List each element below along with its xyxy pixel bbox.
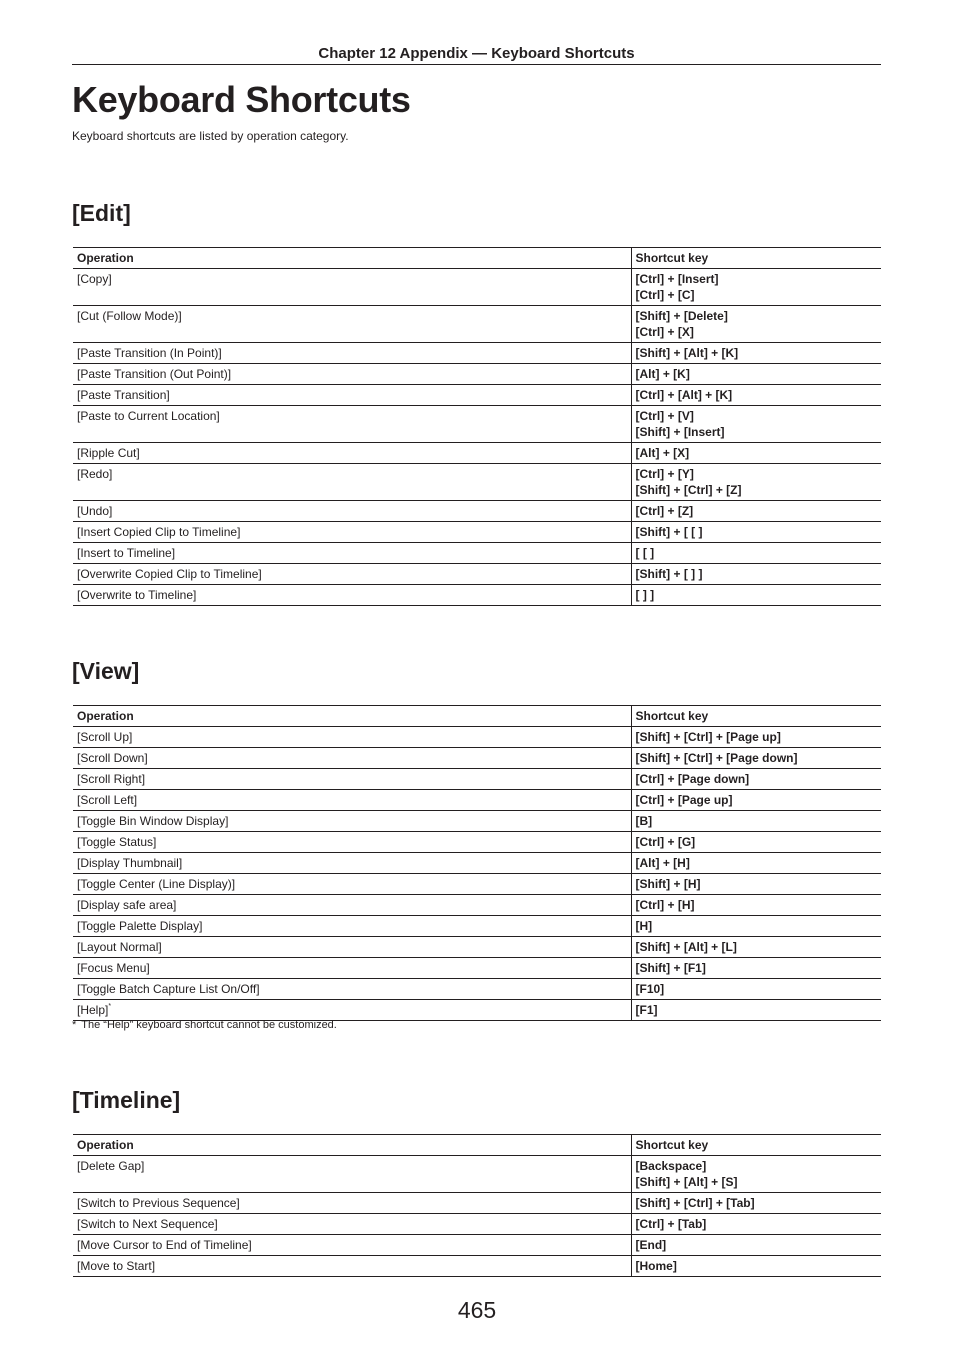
- shortcut-cell: [631, 916, 881, 937]
- operation-cell: [73, 748, 631, 769]
- shortcut-cell: [631, 874, 881, 895]
- operation-cell: [73, 269, 631, 306]
- section-title-timeline: [Timeline]: [72, 1087, 181, 1113]
- shortcut-cell: [631, 1214, 881, 1235]
- table-row: [73, 585, 881, 606]
- shortcut-cell: [631, 748, 881, 769]
- table-row: [73, 543, 881, 564]
- shortcut-key: [Shift] + [Delete]: [635, 309, 728, 323]
- shortcut-key: [ [ ]: [635, 546, 655, 560]
- operation-cell: [73, 874, 631, 895]
- shortcut-cell: [631, 769, 881, 790]
- operation-name: [Insert Copied Clip to Timeline]: [77, 525, 241, 539]
- shortcut-key: [Ctrl] + [C]: [635, 288, 695, 302]
- shortcut-cell: [631, 306, 881, 343]
- table-row: [73, 1256, 881, 1277]
- operation-cell: [73, 790, 631, 811]
- operation-cell: [73, 958, 631, 979]
- shortcut-cell: [631, 811, 881, 832]
- operation-name: [Toggle Status]: [77, 835, 157, 849]
- operation-cell: [73, 1156, 631, 1193]
- operation-cell: [73, 385, 631, 406]
- operation-cell: [73, 1193, 631, 1214]
- shortcut-key: [Ctrl] + [Page up]: [635, 793, 733, 807]
- shortcut-cell: [631, 1235, 881, 1256]
- column-header-operation: Operation: [73, 248, 631, 269]
- table-row: [73, 832, 881, 853]
- shortcut-cell: [631, 522, 881, 543]
- shortcut-key: [Ctrl] + [G]: [635, 835, 696, 849]
- operation-name: [Display Thumbnail]: [77, 856, 183, 870]
- table-row: [73, 1156, 881, 1193]
- table-row: [73, 564, 881, 585]
- shortcut-key: [Alt] + [X]: [635, 446, 690, 460]
- footnote-text: The “Help” keyboard shortcut cannot be customized.: [81, 1019, 337, 1031]
- shortcut-key: [Ctrl] + [Page down]: [635, 772, 750, 786]
- operation-cell: [73, 1214, 631, 1235]
- operation-cell: [73, 979, 631, 1000]
- operation-name: [Help]: [77, 1003, 109, 1017]
- table-header-row: [73, 1135, 881, 1156]
- shortcut-cell: [631, 501, 881, 522]
- intro-text: Keyboard shortcuts are listed by operation category.: [72, 129, 349, 143]
- page-number: 465: [457, 1297, 497, 1323]
- operation-cell: [73, 916, 631, 937]
- table-row: [73, 385, 881, 406]
- operation-name: [Redo]: [77, 467, 113, 481]
- table-row: [73, 1235, 881, 1256]
- table-row: [73, 979, 881, 1000]
- shortcut-cell: [631, 895, 881, 916]
- table-row: [73, 501, 881, 522]
- shortcut-key: [F10]: [635, 982, 665, 996]
- shortcut-key: [Shift] + [Alt] + [L]: [635, 940, 737, 954]
- operation-cell: [73, 895, 631, 916]
- column-header-operation: Operation: [73, 706, 631, 727]
- operation-cell: [73, 585, 631, 606]
- shortcut-key: [Shift] + [Ctrl] + [Tab]: [635, 1196, 755, 1210]
- operation-name: [Paste Transition (Out Point)]: [77, 367, 232, 381]
- shortcut-key: [Ctrl] + [X]: [635, 325, 694, 339]
- table-row: [73, 1193, 881, 1214]
- table-row: [73, 343, 881, 364]
- shortcut-key: [Ctrl] + [Insert]: [635, 272, 719, 286]
- view-shortcuts-table: [73, 705, 881, 1021]
- shortcut-cell: [631, 443, 881, 464]
- operation-cell: [73, 543, 631, 564]
- edit-shortcuts-table: [73, 247, 881, 606]
- table-row: [73, 748, 881, 769]
- operation-name: [Layout Normal]: [77, 940, 162, 954]
- table-row: [73, 364, 881, 385]
- table-row: [73, 443, 881, 464]
- shortcut-cell: [631, 1000, 881, 1021]
- shortcut-cell: [631, 385, 881, 406]
- shortcut-key: [F1]: [635, 1003, 658, 1017]
- shortcut-key: [Ctrl] + [Z]: [635, 504, 694, 518]
- operation-name: [Scroll Right]: [77, 772, 146, 786]
- operation-name: [Move Cursor to End of Timeline]: [77, 1238, 252, 1252]
- operation-cell: [73, 443, 631, 464]
- shortcut-key: [Shift] + [Alt] + [S]: [635, 1175, 738, 1189]
- shortcut-key: [Shift] + [Ctrl] + [Page up]: [635, 730, 781, 744]
- table-header-row: [73, 706, 881, 727]
- shortcut-cell: [631, 1256, 881, 1277]
- shortcut-cell: [631, 727, 881, 748]
- shortcut-cell: [631, 958, 881, 979]
- column-header-shortcut: Shortcut key: [631, 706, 881, 727]
- section-title-edit: [Edit]: [72, 200, 131, 226]
- shortcut-key: [Alt] + [K]: [635, 367, 690, 381]
- table-row: [73, 811, 881, 832]
- shortcut-key: [Ctrl] + [Tab]: [635, 1217, 707, 1231]
- shortcut-cell: [631, 853, 881, 874]
- operation-name: [Undo]: [77, 504, 113, 518]
- shortcut-cell: [631, 464, 881, 501]
- shortcut-cell: [631, 1193, 881, 1214]
- shortcut-cell: [631, 790, 881, 811]
- shortcut-key: [Shift] + [ ] ]: [635, 567, 703, 581]
- operation-name: [Toggle Batch Capture List On/Off]: [77, 982, 260, 996]
- column-header-shortcut: Shortcut key: [631, 1135, 881, 1156]
- operation-name: [Insert to Timeline]: [77, 546, 176, 560]
- operation-name: [Paste to Current Location]: [77, 409, 220, 423]
- operation-cell: [73, 727, 631, 748]
- operation-name: [Copy]: [77, 272, 112, 286]
- table-row: [73, 306, 881, 343]
- shortcut-cell: [631, 543, 881, 564]
- operation-cell: [73, 1256, 631, 1277]
- operation-name: [Overwrite Copied Clip to Timeline]: [77, 567, 262, 581]
- operation-name: [Cut (Follow Mode)]: [77, 309, 182, 323]
- table-row: [73, 464, 881, 501]
- table-row: [73, 1214, 881, 1235]
- operation-cell: [73, 769, 631, 790]
- operation-cell: [73, 811, 631, 832]
- shortcut-key: [End]: [635, 1238, 667, 1252]
- shortcut-key: [H]: [635, 919, 653, 933]
- shortcut-key: [Shift] + [Alt] + [K]: [635, 346, 739, 360]
- operation-cell: [73, 853, 631, 874]
- table-row: [73, 769, 881, 790]
- table-row: [73, 727, 881, 748]
- shortcut-cell: [631, 585, 881, 606]
- operation-cell: [73, 306, 631, 343]
- operation-name: [Paste Transition (In Point)]: [77, 346, 222, 360]
- shortcut-key: [Shift] + [Ctrl] + [Page down]: [635, 751, 798, 765]
- operation-name: [Ripple Cut]: [77, 446, 140, 460]
- table-row: [73, 522, 881, 543]
- table-row: [73, 853, 881, 874]
- operation-name: [Toggle Palette Display]: [77, 919, 203, 933]
- table-row: [73, 269, 881, 306]
- shortcut-key: [Ctrl] + [V]: [635, 409, 694, 423]
- shortcut-cell: [631, 564, 881, 585]
- operation-cell: [73, 522, 631, 543]
- operation-name: [Toggle Center (Line Display)]: [77, 877, 236, 891]
- operation-cell: [73, 937, 631, 958]
- operation-name: [Focus Menu]: [77, 961, 150, 975]
- shortcut-cell: [631, 343, 881, 364]
- table-row: [73, 406, 881, 443]
- column-header-operation: Operation: [73, 1135, 631, 1156]
- shortcut-cell: [631, 1156, 881, 1193]
- footnote: [72, 1018, 337, 1033]
- shortcut-key: [B]: [635, 814, 653, 828]
- operation-name: [Overwrite to Timeline]: [77, 588, 197, 602]
- operation-name: [Toggle Bin Window Display]: [77, 814, 229, 828]
- operation-name: [Move to Start]: [77, 1259, 156, 1273]
- column-header-shortcut: Shortcut key: [631, 248, 881, 269]
- operation-cell: [73, 464, 631, 501]
- footnote-reference: *: [108, 1003, 112, 1010]
- shortcut-key: [Shift] + [ [ ]: [635, 525, 703, 539]
- operation-cell: [73, 343, 631, 364]
- operation-cell: [73, 501, 631, 522]
- shortcut-key: [Ctrl] + [H]: [635, 898, 695, 912]
- operation-name: [Scroll Up]: [77, 730, 133, 744]
- table-row: [73, 790, 881, 811]
- shortcut-key: [Ctrl] + [Y]: [635, 467, 694, 481]
- table-row: [73, 937, 881, 958]
- shortcut-cell: [631, 979, 881, 1000]
- operation-name: [Scroll Down]: [77, 751, 148, 765]
- table-row: [73, 916, 881, 937]
- table-row: [73, 895, 881, 916]
- shortcut-key: [Shift] + [H]: [635, 877, 701, 891]
- shortcut-key: [Home]: [635, 1259, 677, 1273]
- operation-name: [Switch to Previous Sequence]: [77, 1196, 240, 1210]
- operation-name: [Scroll Left]: [77, 793, 138, 807]
- operation-cell: [73, 832, 631, 853]
- shortcut-cell: [631, 269, 881, 306]
- table-row: [73, 958, 881, 979]
- table-header-row: [73, 248, 881, 269]
- shortcut-cell: [631, 832, 881, 853]
- shortcut-key: [Alt] + [H]: [635, 856, 690, 870]
- operation-name: [Display safe area]: [77, 898, 177, 912]
- operation-name: [Delete Gap]: [77, 1159, 145, 1173]
- section-title-view: [View]: [72, 658, 140, 684]
- page-title: Keyboard Shortcuts: [72, 79, 411, 120]
- shortcut-key: [Shift] + [F1]: [635, 961, 706, 975]
- shortcut-key: [ ] ]: [635, 588, 655, 602]
- footnote-mark: *: [72, 1019, 77, 1031]
- operation-name: [Paste Transition]: [77, 388, 170, 402]
- shortcut-key: [Shift] + [Ctrl] + [Z]: [635, 483, 742, 497]
- operation-cell: [73, 1235, 631, 1256]
- running-header: Chapter 12 Appendix — Keyboard Shortcuts: [72, 43, 881, 65]
- operation-cell: [73, 406, 631, 443]
- table-row: [73, 874, 881, 895]
- shortcut-cell: [631, 406, 881, 443]
- shortcut-key: [Ctrl] + [Alt] + [K]: [635, 388, 733, 402]
- timeline-shortcuts-table: [73, 1134, 881, 1277]
- shortcut-cell: [631, 937, 881, 958]
- operation-cell: [73, 564, 631, 585]
- shortcut-cell: [631, 364, 881, 385]
- shortcut-key: [Backspace]: [635, 1159, 707, 1173]
- operation-cell: [73, 364, 631, 385]
- operation-name: [Switch to Next Sequence]: [77, 1217, 218, 1231]
- shortcut-key: [Shift] + [Insert]: [635, 425, 725, 439]
